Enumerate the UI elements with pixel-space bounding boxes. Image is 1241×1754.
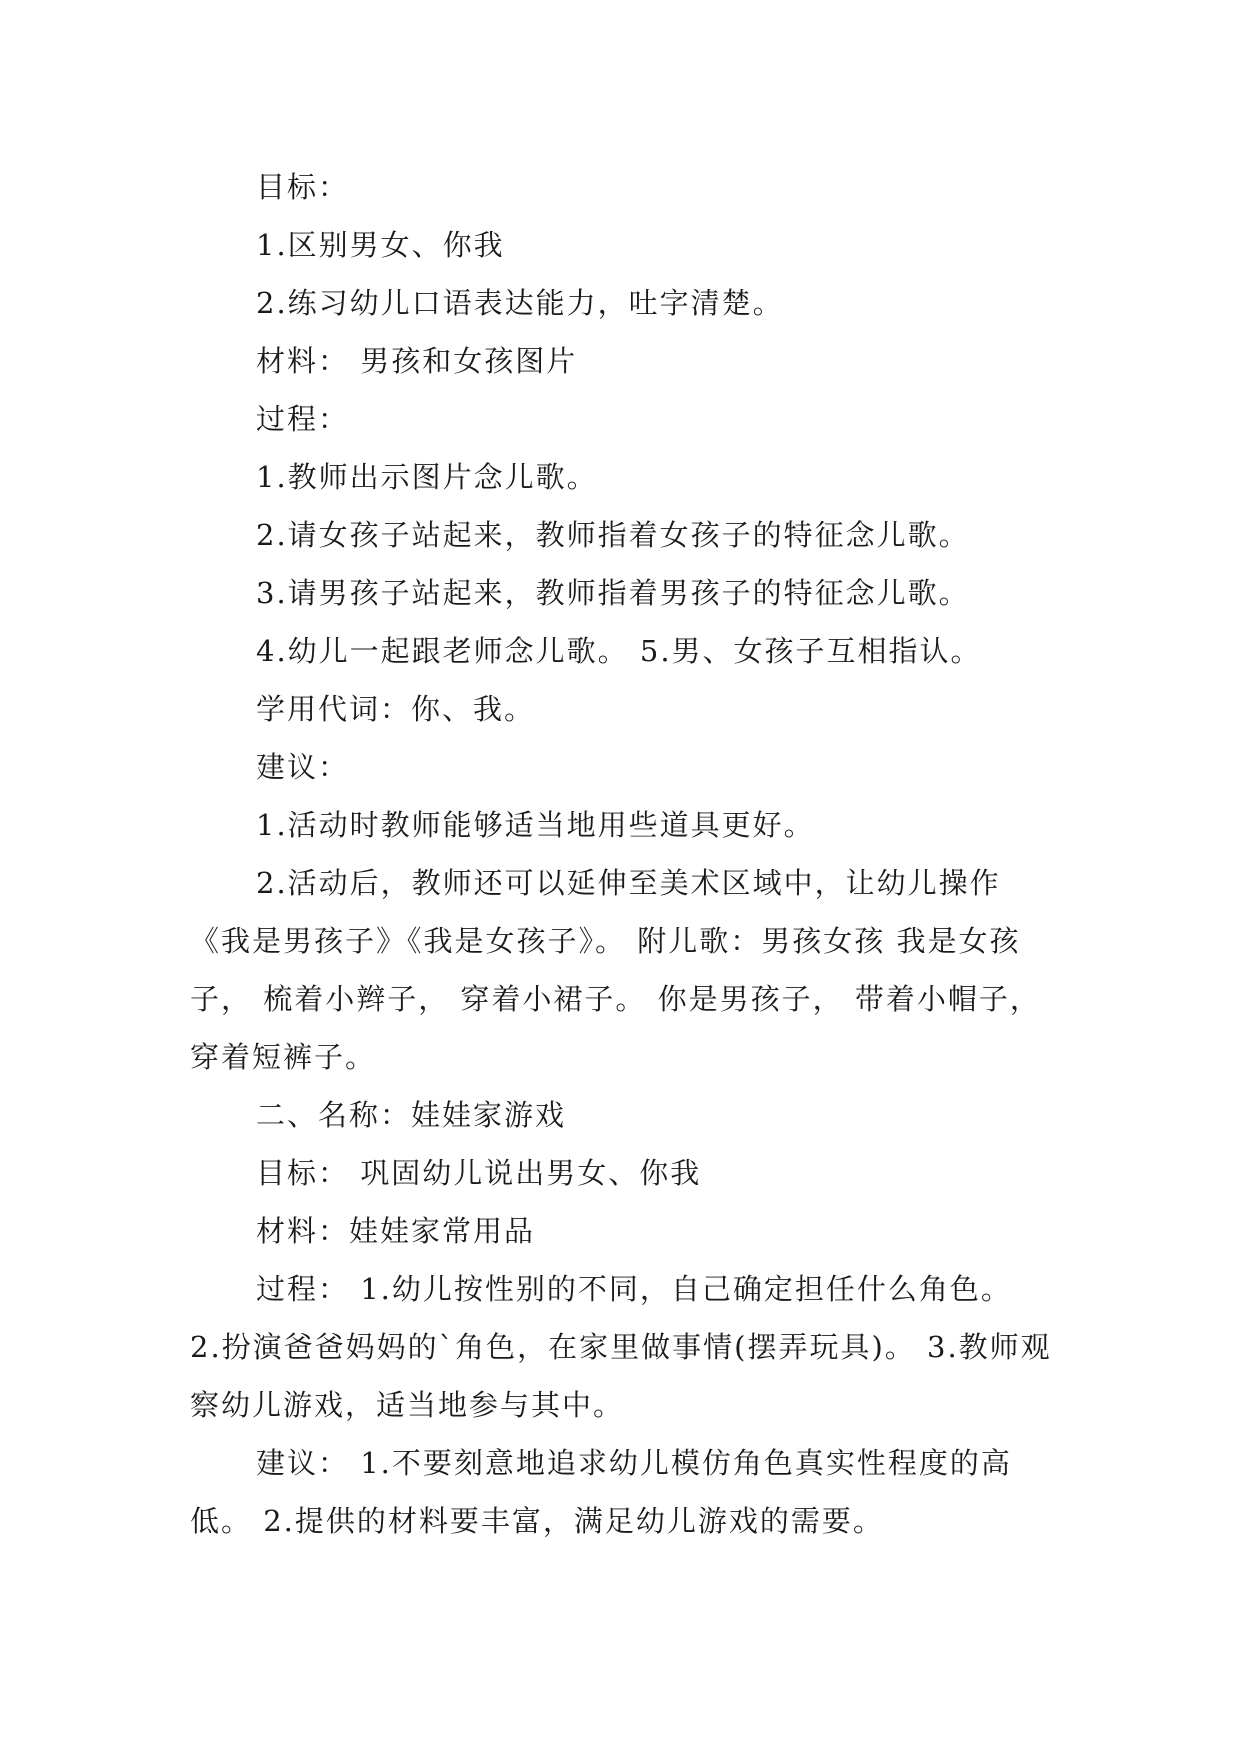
paragraph-section-two-process: 过程： 1.幼儿按性别的不同，自己确定担任什么角色。 2.扮演爸爸妈妈的`角色，在家里做事情(摆弄玩具)。 3.教师观察幼儿游戏，适当地参与其中。 [190, 1272, 1052, 1422]
paragraph-goal-1: 1.区别男女、你我 [256, 228, 505, 262]
paragraph-materials: 材料： 男孩和女孩图片 [256, 344, 578, 378]
paragraph-process-heading: 过程： [256, 402, 350, 436]
paragraph-section-two-materials: 材料：娃娃家常用品 [256, 1214, 536, 1248]
paragraph-suggestion-heading: 建议： [256, 750, 350, 784]
paragraph-suggestion-1: 1.活动时教师能够适当地用些道具更好。 [256, 808, 815, 842]
paragraph-process-3: 3.请男孩子站起来，教师指着男孩子的特征念儿歌。 [256, 576, 970, 610]
paragraph-goal-heading: 目标： [256, 170, 350, 204]
document-body [190, 158, 1052, 1550]
paragraph-suggestion-2-rhyme: 2.活动后，教师还可以延伸至美术区域中，让幼儿操作《我是男孩子》《我是女孩子》。 附儿歌：男孩女孩 我是女孩子， 梳着小辫子， 穿着小裙子。 你是男孩子， 带着小帽子， 穿着短裤子。 [190, 866, 1041, 1074]
paragraph-process-1: 1.教师出示图片念儿歌。 [256, 460, 598, 494]
paragraph-section-two-title: 二、名称：娃娃家游戏 [256, 1098, 567, 1132]
paragraph-goal-2: 2.练习幼儿口语表达能力，吐字清楚。 [256, 286, 784, 320]
paragraph-pronouns: 学用代词：你、我。 [256, 692, 536, 726]
paragraph-section-two-suggestion: 建议： 1.不要刻意地追求幼儿模仿角色真实性程度的高低。 2.提供的材料要丰富，满足幼儿游戏的需要。 [190, 1446, 1012, 1538]
paragraph-process-2: 2.请女孩子站起来，教师指着女孩子的特征念儿歌。 [256, 518, 970, 552]
paragraph-process-4-5: 4.幼儿一起跟老师念儿歌。 5.男、女孩子互相指认。 [256, 634, 982, 668]
paragraph-section-two-goal: 目标： 巩固幼儿说出男女、你我 [256, 1156, 702, 1190]
